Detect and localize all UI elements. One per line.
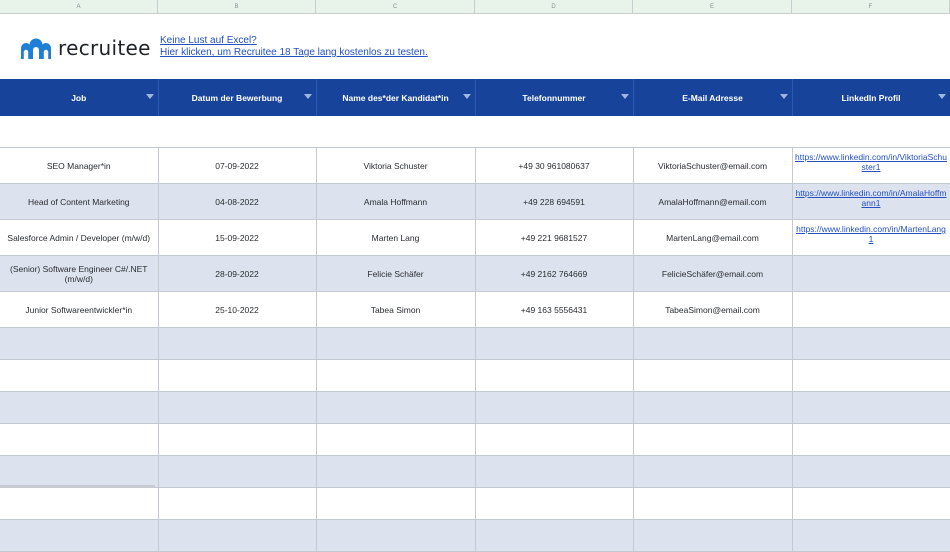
empty-cell[interactable] [475, 424, 633, 456]
empty-cell[interactable] [792, 392, 950, 424]
candidate-table [0, 79, 950, 552]
column-header-bar [0, 0, 950, 14]
filter-dropdown-icon[interactable] [146, 94, 154, 99]
linkedin-link[interactable] [792, 292, 950, 328]
header-label: E-Mail Adresse [682, 92, 743, 103]
empty-cell[interactable] [158, 360, 316, 392]
header-label: Telefonnummer [522, 92, 586, 103]
empty-cell[interactable] [633, 488, 792, 520]
empty-cell[interactable] [316, 424, 475, 456]
empty-cell[interactable] [475, 520, 633, 552]
empty-cell[interactable] [0, 520, 158, 552]
date-cell[interactable]: 15-09-2022 [158, 220, 316, 256]
empty-cell[interactable] [475, 488, 633, 520]
table-row [0, 256, 950, 292]
empty-cell[interactable] [158, 520, 316, 552]
header-linkedin[interactable] [792, 79, 950, 116]
recruitee-logo-icon [18, 37, 54, 59]
empty-cell[interactable] [792, 328, 950, 360]
job-cell[interactable]: SEO Manager*in [0, 148, 158, 184]
header-label: Job [71, 92, 87, 103]
table-header-row [0, 79, 950, 116]
job-cell[interactable]: (Senior) Software Engineer C#/.NET (m/w/d) [0, 256, 158, 292]
header-label: Name des*der Kandidat*in [342, 92, 449, 103]
phone-cell[interactable]: +49 163 5556431 [475, 292, 633, 328]
empty-row [0, 424, 950, 456]
date-cell[interactable]: 28-09-2022 [158, 256, 316, 292]
empty-cell[interactable] [475, 456, 633, 488]
table-row [0, 184, 950, 220]
logo-wordmark: recruitee [58, 36, 151, 60]
empty-row [0, 360, 950, 392]
header-candidate-name[interactable] [316, 79, 475, 116]
email-cell[interactable]: ViktoriaSchuster@email.com [633, 148, 792, 184]
email-cell[interactable]: AmalaHoffmann@email.com [633, 184, 792, 220]
empty-cell[interactable] [316, 520, 475, 552]
email-cell[interactable]: FelicieSchäfer@email.com [633, 256, 792, 292]
linkedin-link[interactable]: https://www.linkedin.com/in/MartenLang1 [792, 220, 950, 256]
empty-cell[interactable] [0, 360, 158, 392]
phone-cell[interactable]: +49 2162 764669 [475, 256, 633, 292]
empty-cell[interactable] [792, 360, 950, 392]
empty-cell[interactable] [475, 360, 633, 392]
column-letter-f[interactable]: F [792, 0, 950, 14]
empty-row [0, 392, 950, 424]
empty-cell[interactable] [158, 488, 316, 520]
empty-row [0, 488, 950, 520]
empty-cell[interactable] [316, 328, 475, 360]
empty-cell[interactable] [792, 456, 950, 488]
header-label: Datum der Bewerbung [191, 92, 283, 103]
name-cell[interactable]: Tabea Simon [316, 292, 475, 328]
name-cell[interactable]: Viktoria Schuster [316, 148, 475, 184]
email-cell[interactable]: TabeaSimon@email.com [633, 292, 792, 328]
linkedin-link[interactable] [792, 256, 950, 292]
filter-dropdown-icon[interactable] [938, 94, 946, 99]
date-cell[interactable]: 25-10-2022 [158, 292, 316, 328]
no-excel-link[interactable]: Keine Lust auf Excel? [160, 35, 257, 46]
table-row [0, 220, 950, 256]
spacer-cell [0, 116, 950, 148]
recruitee-logo[interactable] [18, 36, 151, 60]
name-cell[interactable]: Marten Lang [316, 220, 475, 256]
empty-cell[interactable] [633, 328, 792, 360]
spacer-row [0, 116, 950, 148]
empty-row [0, 328, 950, 360]
date-cell[interactable]: 07-09-2022 [158, 148, 316, 184]
header-label: LinkedIn Profil [841, 92, 901, 103]
phone-cell[interactable]: +49 30 961080637 [475, 148, 633, 184]
empty-cell[interactable] [0, 456, 158, 488]
linkedin-link[interactable]: https://www.linkedin.com/in/AmalaHoffmann1 [792, 184, 950, 220]
empty-cell[interactable] [792, 520, 950, 552]
empty-cell[interactable] [158, 424, 316, 456]
free-trial-link[interactable]: Hier klicken, um Recruitee 18 Tage lang kostenlos zu testen. [160, 47, 428, 58]
empty-cell[interactable] [633, 424, 792, 456]
empty-cell[interactable] [475, 328, 633, 360]
empty-cell[interactable] [0, 424, 158, 456]
filter-dropdown-icon[interactable] [780, 94, 788, 99]
empty-cell[interactable] [158, 328, 316, 360]
date-cell[interactable]: 04-08-2022 [158, 184, 316, 220]
name-cell[interactable]: Amala Hoffmann [316, 184, 475, 220]
empty-cell[interactable] [158, 392, 316, 424]
empty-cell[interactable] [475, 392, 633, 424]
empty-cell[interactable] [316, 488, 475, 520]
column-letter-b[interactable]: B [158, 0, 316, 14]
empty-row [0, 520, 950, 552]
empty-cell[interactable] [316, 392, 475, 424]
column-letter-d[interactable]: D [475, 0, 633, 14]
empty-cell[interactable] [633, 520, 792, 552]
empty-cell[interactable] [633, 456, 792, 488]
job-cell[interactable]: Salesforce Admin / Developer (m/w/d) [0, 220, 158, 256]
empty-cell[interactable] [0, 488, 158, 520]
header-phone[interactable] [475, 79, 633, 116]
empty-row [0, 456, 950, 488]
promo-banner [0, 14, 950, 79]
email-cell[interactable]: MartenLang@email.com [633, 220, 792, 256]
phone-cell[interactable]: +49 221 9681527 [475, 220, 633, 256]
name-cell[interactable]: Felicie Schäfer [316, 256, 475, 292]
filter-dropdown-icon[interactable] [621, 94, 629, 99]
empty-cell[interactable] [0, 392, 158, 424]
empty-cell[interactable] [792, 424, 950, 456]
table-row [0, 148, 950, 184]
empty-cell[interactable] [633, 392, 792, 424]
empty-cell[interactable] [316, 456, 475, 488]
filter-dropdown-icon[interactable] [463, 94, 471, 99]
column-letter-c[interactable]: C [316, 0, 475, 14]
filter-dropdown-icon[interactable] [304, 94, 312, 99]
header-job[interactable] [0, 79, 158, 116]
empty-cell[interactable] [792, 488, 950, 520]
empty-cell[interactable] [316, 360, 475, 392]
trial-link-block [160, 35, 428, 59]
job-cell[interactable]: Junior Softwareentwickler*in [0, 292, 158, 328]
table-row [0, 292, 950, 328]
linkedin-link[interactable]: https://www.linkedin.com/in/ViktoriaSchuster1 [792, 148, 950, 184]
column-letter-a[interactable]: A [0, 0, 158, 14]
header-email[interactable] [633, 79, 792, 116]
empty-cell[interactable] [0, 328, 158, 360]
column-letter-e[interactable]: E [633, 0, 792, 14]
empty-cell[interactable] [633, 360, 792, 392]
phone-cell[interactable]: +49 228 694591 [475, 184, 633, 220]
empty-cell[interactable] [158, 456, 316, 488]
job-cell[interactable]: Head of Content Marketing [0, 184, 158, 220]
header-date[interactable] [158, 79, 316, 116]
